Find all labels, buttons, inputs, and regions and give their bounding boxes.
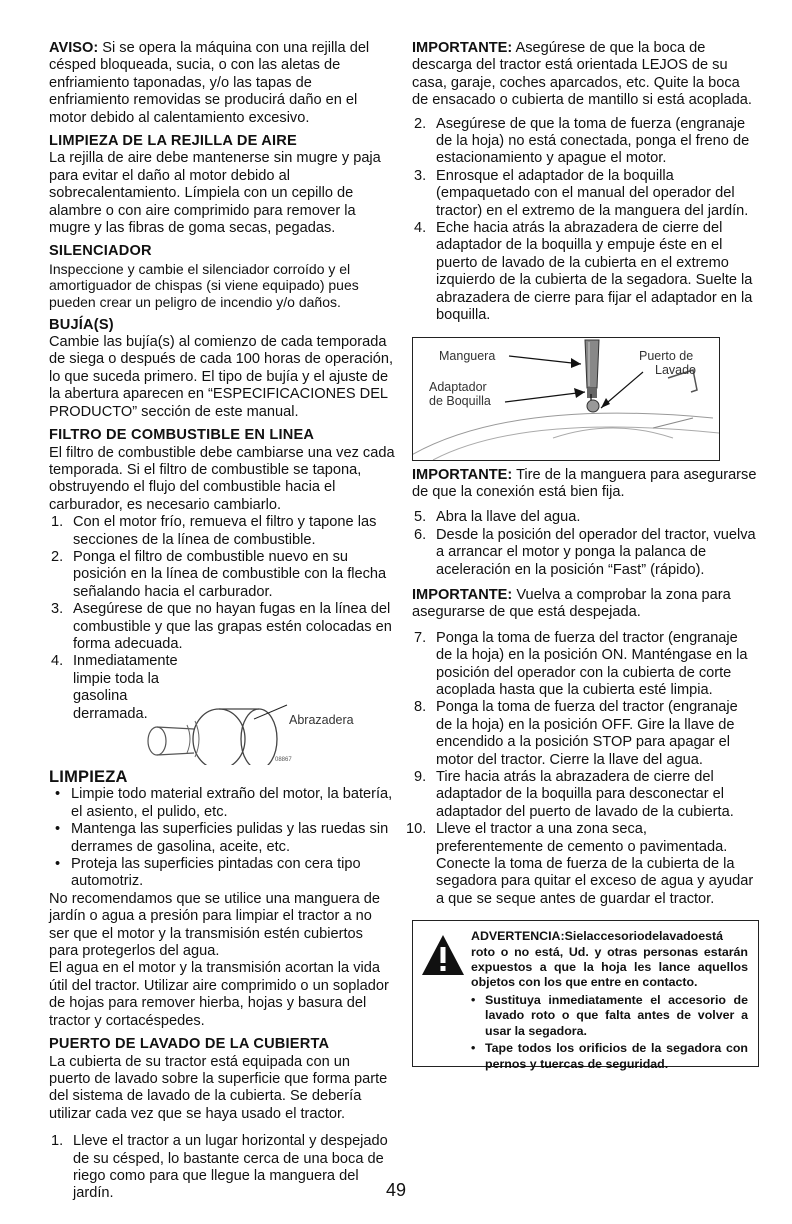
list-item: 10. Lleve el tractor a una zona seca, preferentemente de cemento o pavimentada. Conecte la toma de fuerza de la cubierta de la segadora para quitar el exceso de agua y ayudar a que se seque antes de guardar el tractor. [406,821,754,907]
list-item: 9. Tire hacia atrás la abrazadera de cierre del adaptador de la boquilla para desconectar el adaptador del puerto de lavado de la cubierta. [414,769,734,820]
list-item: 3. Enrosque el adaptador de la boquilla (empaquetado con el manual del operador del tractor) en el extremo de la manguera del jardín. [414,167,749,219]
aviso-text: Si se opera la máquina con una rejilla del césped bloqueada, sucia, o con las aletas de enfriamiento taponadas, y/o las tapas de enfriamiento removidas se producirá daño en el motor debido al calentamiento excesivo. [49,40,370,126]
fig-label-puerto: Puerto de [639,348,694,363]
puerto-text: La cubierta de su tractor está equipada con un puerto de lavado sobre la superficie que forma parte del sistema de lavado de la cubierta. Se debería utilizar cada vez que se haya usado el tractor. [49,1053,388,1122]
puerto-heading: PUERTO DE LAVADO DE LA CUBIERTA [49,1036,330,1053]
page-number: 49 [385,1180,407,1200]
filtro-steps [49,514,395,723]
filtro-heading: FILTRO DE COMBUSTIBLE EN LINEA [49,427,315,444]
fuel-filter-clamp-figure [49,713,395,783]
warning-triangle-icon [421,933,465,977]
warning-title: ADVERTENCIA: [471,929,565,944]
importante-label: IMPORTANTE: [412,40,513,56]
clamp-label: Abrazadera [289,713,354,727]
steps-a [412,116,758,325]
list-item: 2. Asegúrese de que la toma de fuerza (engranaje de la hoja) no está conectada, ponga el freno de estacionamiento y apague el motor. [414,115,750,167]
list-item: 1. Con el motor frío, remueva el filtro y tapone las secciones de la línea de combustible. [51,514,377,548]
right-column [406,40,758,1071]
fig-label-adaptador: Adaptador [429,379,487,394]
rejilla-text: La rejilla de aire debe mantenerse sin mugre y paja para evitar el daño al motor debido al sobrecalentamiento. Límpiela con un cepillo de alambre o con aire comprimido para remover la mugre y las fibras de goma secas, pegadas. [49,150,381,237]
aviso-label: AVISO: [49,40,99,56]
warning-paragraph [471,929,748,991]
importante-2: IMPORTANTE: Tire de la manguera para asegurarse de que la conexión está bien fija. [412,466,757,500]
list-item: • Mantenga las superficies pulidas y las ruedas sin derrames de gasolina, aceite, etc. [55,821,389,855]
list-item: • Tape todos los orificios de la segadora con pernos y tuercas de seguridad. [471,1041,748,1071]
bujia-heading: BUJÍA(S) [49,316,114,333]
left-column [49,40,395,1203]
importante-1: IMPORTANTE: Asegúrese de que la boca de descarga del tractor está orientada LEJOS de su casa, garaje, coches aparcados, etc. Quite la boca de ensacado o cubierta de mantillo si está acoplada. [412,40,752,109]
list-item: 4. Eche hacia atrás la abrazadera de cierre del adaptador de la boquilla y empuje éste en el puerto de lavado de la cubierta en el extremo izquierdo de la cubierta de la segadora. Suelte la abrazadera de cierre para fijar el adaptador en la boquilla. [414,220,753,324]
steps-b [412,509,758,579]
fig-label-manguera: Manguera [439,348,496,363]
clamp-code: 08867 [275,757,292,763]
warning-content [471,929,748,1072]
list-item: 7. Ponga la toma de fuerza del tractor (engranaje de la hoja) en la posición ON. Manténgase en la posición del operador con la cubierta de corte acoplada hasta que la cubierta esté limpia. [414,629,748,698]
list-item: 5. Abra la llave del agua. [414,509,581,526]
warning-text: Sielaccesoriodelavadoestá roto o no está, Ud. y otras personas estarán expuestos a que la hoja les lance aquellos objetos con los que entre en contacto. [471,929,748,990]
list-item: • Limpie todo material extraño del motor, la batería, el asiento, el pulido, etc. [55,786,393,820]
filtro-text: El filtro de combustible debe cambiarse una vez cada temporada. Si el filtro de combustible se tapona, obstruyendo el flujo del combustible hacia el carburador, es necesario cambiarlo. [49,444,395,513]
aviso-paragraph [49,40,395,127]
list-item: 8. Ponga la toma de fuerza del tractor (engranaje de la hoja) en la posición OFF. Gire la llave de encendido a la posición STOP para apagar el motor del tractor. Cierre la llave del agua. [414,699,738,768]
bujia-text: Cambie las bujía(s) al comienzo de cada temporada de siega o después de cada 100 horas de operación, lo que suceda primero. El tipo de bujía y el ajuste de la abertura aparecen en “ESPECIFICACIONES DEL PRODUCTO” sección de este manual. [49,334,394,420]
silenciador-text: Inspeccione y cambie el silenciador corroído y el amortiguador de chispas (si viene equipado) pues pueden crear un peligro de incendio y/o daños. [49,260,359,311]
wash-port-figure [412,337,720,461]
warning-box [412,920,759,1071]
list-item: 6. Desde la posición del operador del tractor, vuelva a arrancar el motor y ponga la palanca de aceleración en la posición “Fast” (rápido). [414,526,756,578]
steps-c [406,629,758,909]
limpieza-bullets [49,786,395,890]
limpieza-text-2: El agua en el motor y la transmisión acortan la vida útil del tractor. Utilizar aire comprimido o un soplador de hojas para remover hierba, hojas y basura del tractor y cortacéspedes. [49,960,389,1029]
list-item: • Proteja las superficies pintadas con cera tipo automotriz. [55,856,361,890]
list-item: 3. Asegúrese de que no hayan fugas en la línea del combustible y que las grapas estén colocadas en forma adecuada. [51,601,392,652]
list-item: 2. Ponga el filtro de combustible nuevo en su posición en la línea de combustible con la flecha señalando hacia el carburador. [51,548,387,600]
fig-label-boquilla: de Boquilla [429,393,491,408]
list-item: • Sustituya inmediatamente el accesorio de lavado roto o que falta antes de volver a usar la segadora. [471,992,748,1038]
list-item: 1. Lleve el tractor a un lugar horizontal y despejado de su césped, lo bastante cerca de una boca de riego como para que llegue la manguera del jardín. [51,1133,388,1202]
limpieza-text-1: No recomendamos que se utilice una manguera de jardín o agua a presión para limpiar el tractor a no ser que el motor y la transmisión estén cubiertos para protegerlos del agua. [49,890,380,960]
limpieza-heading: LIMPIEZA [49,768,128,786]
fig-label-lavado: Lavado [655,362,697,377]
importante-3: IMPORTANTE: Vuelva a comprobar la zona para asegurarse de que está despejada. [412,586,731,621]
rejilla-heading: LIMPIEZA DE LA REJILLA DE AIRE [49,133,297,150]
silenciador-heading: SILENCIADOR [49,243,152,260]
list-item: 4. Inmediatamente limpie toda la gasolina derramada. [51,653,178,722]
